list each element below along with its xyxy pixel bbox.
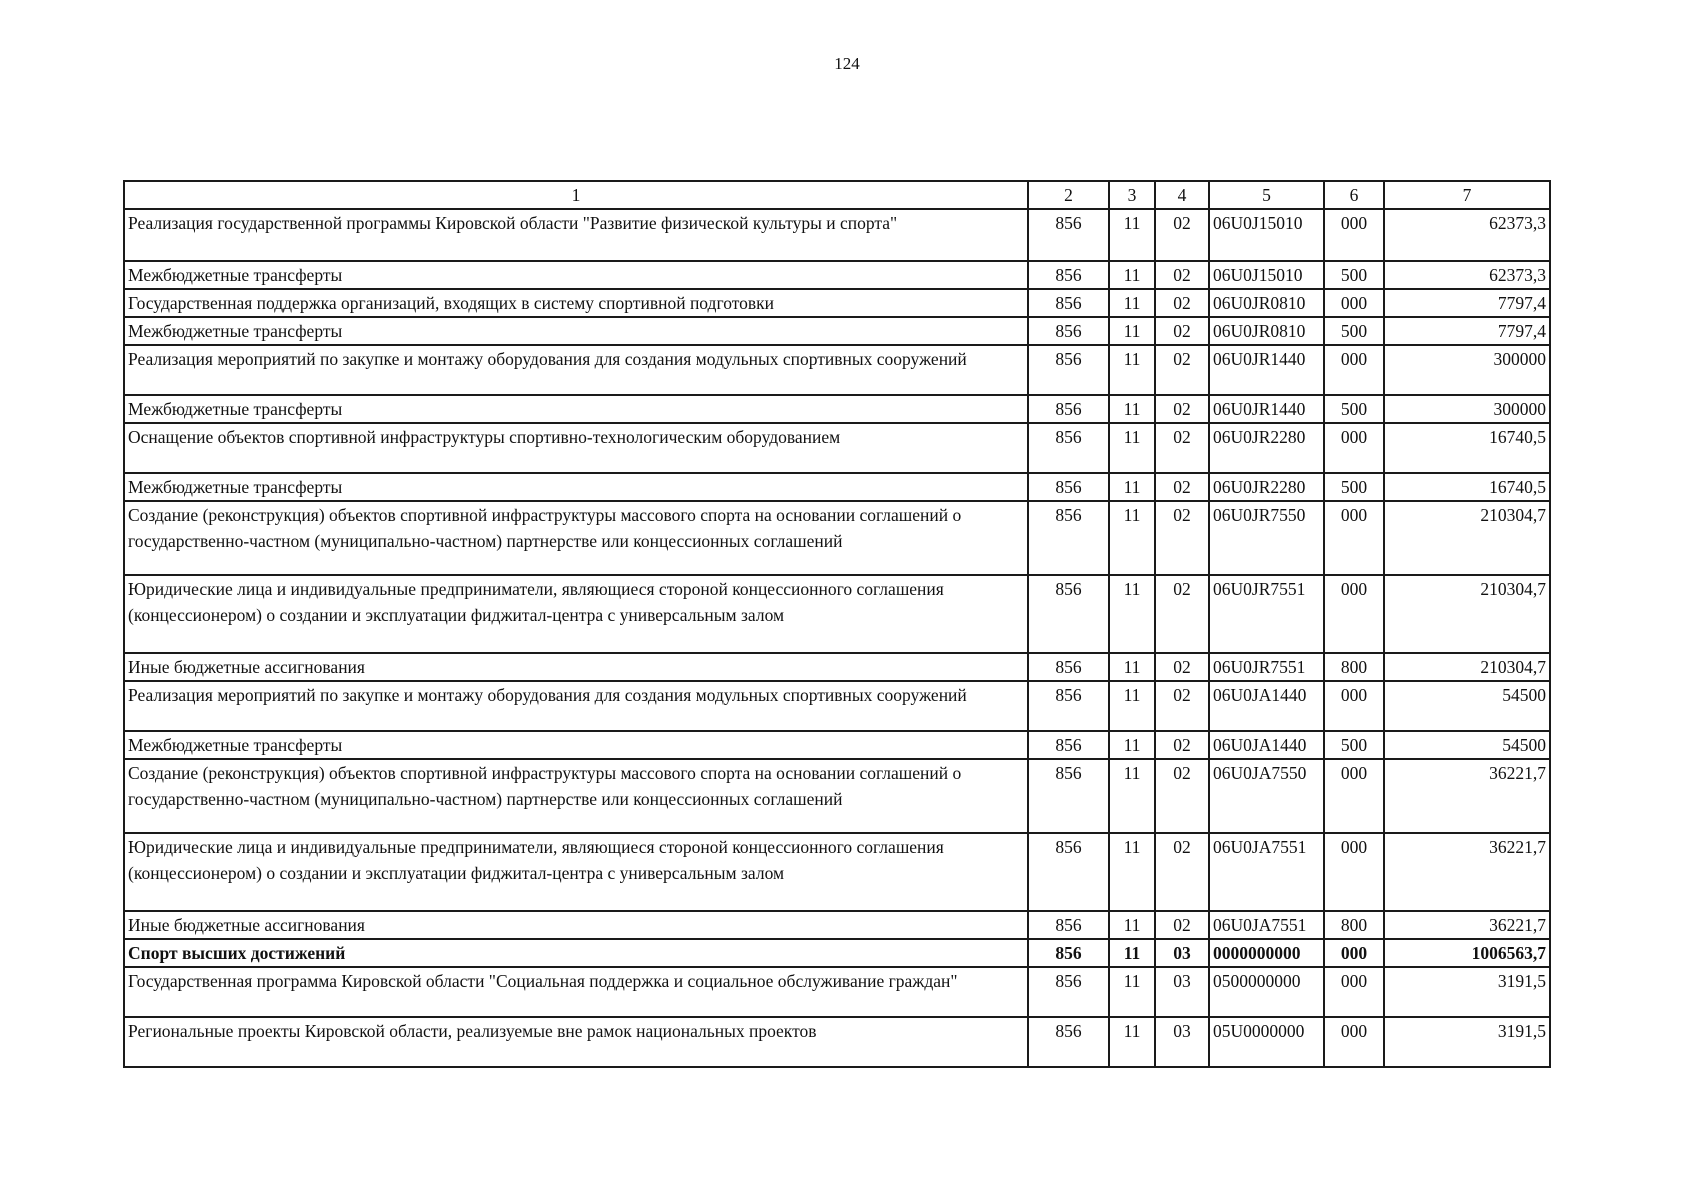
table-row (124, 653, 1550, 681)
row-col4: 03 (1155, 939, 1209, 967)
row-col7-sum: 1006563,7 (1384, 939, 1550, 967)
table-row (124, 423, 1550, 473)
row-col4: 02 (1155, 681, 1209, 731)
row-col7-sum: 36221,7 (1384, 759, 1550, 833)
row-col7-sum: 54500 (1384, 731, 1550, 759)
row-col5-code: 06U0J15010 (1209, 261, 1324, 289)
row-col7-sum: 300000 (1384, 345, 1550, 395)
row-name: Реализация государственной программы Кировской области "Развитие физической культуры и спорта" (124, 209, 1028, 261)
row-col3: 11 (1109, 261, 1155, 289)
row-col5-code: 06U0JA1440 (1209, 731, 1324, 759)
row-col5-code: 06U0JR0810 (1209, 317, 1324, 345)
table-row (124, 345, 1550, 395)
row-col4: 02 (1155, 575, 1209, 653)
row-col4: 02 (1155, 833, 1209, 911)
row-name: Реализация мероприятий по закупке и монтажу оборудования для создания модульных спортивных сооружений (124, 345, 1028, 395)
table-row (124, 681, 1550, 731)
row-col3: 11 (1109, 681, 1155, 731)
row-col7-sum: 36221,7 (1384, 911, 1550, 939)
row-col6: 500 (1324, 473, 1384, 501)
row-col7-sum: 62373,3 (1384, 261, 1550, 289)
row-col4: 03 (1155, 967, 1209, 1017)
header-row (124, 181, 1550, 209)
header-cell-1: 1 (124, 181, 1028, 209)
table-row (124, 911, 1550, 939)
row-col3: 11 (1109, 501, 1155, 575)
row-col4: 02 (1155, 731, 1209, 759)
row-col6: 000 (1324, 289, 1384, 317)
page-number: 124 (834, 54, 860, 73)
row-col2: 856 (1028, 345, 1109, 395)
row-col6: 000 (1324, 967, 1384, 1017)
row-col2: 856 (1028, 911, 1109, 939)
row-name: Иные бюджетные ассигнования (124, 911, 1028, 939)
row-col3: 11 (1109, 759, 1155, 833)
row-col7-sum: 62373,3 (1384, 209, 1550, 261)
table-row (124, 289, 1550, 317)
row-col2: 856 (1028, 575, 1109, 653)
row-col4: 02 (1155, 395, 1209, 423)
row-col4: 02 (1155, 473, 1209, 501)
row-name: Межбюджетные трансферты (124, 317, 1028, 345)
row-col7-sum: 3191,5 (1384, 967, 1550, 1017)
row-col4: 02 (1155, 423, 1209, 473)
row-col2: 856 (1028, 653, 1109, 681)
row-col2: 856 (1028, 209, 1109, 261)
row-col5-code: 0000000000 (1209, 939, 1324, 967)
row-col4: 03 (1155, 1017, 1209, 1067)
row-name: Юридические лица и индивидуальные предприниматели, являющиеся стороной концессионного соглашения (концессионером) о создании и эксплуатации фиджитал-центра с универсальным залом (124, 575, 1028, 653)
row-col2: 856 (1028, 289, 1109, 317)
table-row (124, 209, 1550, 261)
row-name: Создание (реконструкция) объектов спортивной инфраструктуры массового спорта на основании соглашений о государственно-частном (муниципально-частном) партнерстве или концессионных соглашений (124, 501, 1028, 575)
row-col4: 02 (1155, 317, 1209, 345)
row-col4: 02 (1155, 653, 1209, 681)
table-body (124, 181, 1550, 1067)
row-col3: 11 (1109, 423, 1155, 473)
row-col7-sum: 7797,4 (1384, 289, 1550, 317)
row-col4: 02 (1155, 289, 1209, 317)
row-name: Межбюджетные трансферты (124, 473, 1028, 501)
row-col2: 856 (1028, 473, 1109, 501)
row-col6: 500 (1324, 731, 1384, 759)
row-col5-code: 05U0000000 (1209, 1017, 1324, 1067)
row-col5-code: 06U0JA7551 (1209, 911, 1324, 939)
table-row (124, 395, 1550, 423)
row-col5-code: 06U0JR2280 (1209, 423, 1324, 473)
row-col7-sum: 300000 (1384, 395, 1550, 423)
row-col6: 800 (1324, 911, 1384, 939)
row-col2: 856 (1028, 731, 1109, 759)
row-col5-code: 06U0JA1440 (1209, 681, 1324, 731)
row-col3: 11 (1109, 653, 1155, 681)
table-row (124, 473, 1550, 501)
row-col5-code: 06U0JR1440 (1209, 395, 1324, 423)
row-col2: 856 (1028, 759, 1109, 833)
row-col5-code: 0500000000 (1209, 967, 1324, 1017)
row-col2: 856 (1028, 395, 1109, 423)
row-col2: 856 (1028, 501, 1109, 575)
header-cell-4: 4 (1155, 181, 1209, 209)
row-col6: 000 (1324, 575, 1384, 653)
row-col6: 000 (1324, 833, 1384, 911)
table-row (124, 1017, 1550, 1067)
row-col3: 11 (1109, 939, 1155, 967)
table-row (124, 317, 1550, 345)
row-col4: 02 (1155, 911, 1209, 939)
row-name: Государственная поддержка организаций, входящих в систему спортивной подготовки (124, 289, 1028, 317)
row-name: Иные бюджетные ассигнования (124, 653, 1028, 681)
row-col6: 500 (1324, 261, 1384, 289)
table-row (124, 731, 1550, 759)
table-row (124, 759, 1550, 833)
header-cell-6: 6 (1324, 181, 1384, 209)
row-col5-code: 06U0J15010 (1209, 209, 1324, 261)
table-row (124, 575, 1550, 653)
header-cell-5: 5 (1209, 181, 1324, 209)
row-col5-code: 06U0JR2280 (1209, 473, 1324, 501)
row-name: Межбюджетные трансферты (124, 395, 1028, 423)
row-col6: 000 (1324, 501, 1384, 575)
row-col4: 02 (1155, 261, 1209, 289)
header-cell-2: 2 (1028, 181, 1109, 209)
row-name: Спорт высших достижений (124, 939, 1028, 967)
row-col2: 856 (1028, 317, 1109, 345)
row-col6: 000 (1324, 1017, 1384, 1067)
row-col3: 11 (1109, 473, 1155, 501)
row-col7-sum: 210304,7 (1384, 575, 1550, 653)
row-name: Региональные проекты Кировской области, реализуемые вне рамок национальных проектов (124, 1017, 1028, 1067)
row-col3: 11 (1109, 967, 1155, 1017)
row-col3: 11 (1109, 1017, 1155, 1067)
row-col2: 856 (1028, 681, 1109, 731)
row-col5-code: 06U0JA7551 (1209, 833, 1324, 911)
row-col2: 856 (1028, 423, 1109, 473)
row-name: Государственная программа Кировской области "Социальная поддержка и социальное обслуживание граждан" (124, 967, 1028, 1017)
row-name: Межбюджетные трансферты (124, 731, 1028, 759)
row-col5-code: 06U0JR7551 (1209, 575, 1324, 653)
row-col6: 500 (1324, 317, 1384, 345)
table-row (124, 967, 1550, 1017)
row-col7-sum: 16740,5 (1384, 423, 1550, 473)
row-col3: 11 (1109, 833, 1155, 911)
row-col5-code: 06U0JR7550 (1209, 501, 1324, 575)
row-col6: 500 (1324, 395, 1384, 423)
row-col3: 11 (1109, 731, 1155, 759)
row-col2: 856 (1028, 833, 1109, 911)
row-col7-sum: 54500 (1384, 681, 1550, 731)
header-cell-3: 3 (1109, 181, 1155, 209)
row-col5-code: 06U0JA7550 (1209, 759, 1324, 833)
table-row (124, 501, 1550, 575)
row-col5-code: 06U0JR0810 (1209, 289, 1324, 317)
row-col4: 02 (1155, 759, 1209, 833)
row-col4: 02 (1155, 345, 1209, 395)
row-col5-code: 06U0JR7551 (1209, 653, 1324, 681)
row-col3: 11 (1109, 317, 1155, 345)
row-col5-code: 06U0JR1440 (1209, 345, 1324, 395)
row-col7-sum: 3191,5 (1384, 1017, 1550, 1067)
row-col7-sum: 7797,4 (1384, 317, 1550, 345)
table-row (124, 833, 1550, 911)
row-col6: 000 (1324, 759, 1384, 833)
row-col7-sum: 210304,7 (1384, 501, 1550, 575)
row-col2: 856 (1028, 967, 1109, 1017)
row-name: Юридические лица и индивидуальные предприниматели, являющиеся стороной концессионного соглашения (концессионером) о создании и эксплуатации фиджитал-центра с универсальным залом (124, 833, 1028, 911)
table-row (124, 261, 1550, 289)
row-col2: 856 (1028, 1017, 1109, 1067)
row-col6: 000 (1324, 345, 1384, 395)
row-col3: 11 (1109, 395, 1155, 423)
row-col2: 856 (1028, 939, 1109, 967)
header-cell-7: 7 (1384, 181, 1550, 209)
row-col4: 02 (1155, 501, 1209, 575)
row-col7-sum: 210304,7 (1384, 653, 1550, 681)
row-name: Межбюджетные трансферты (124, 261, 1028, 289)
table-row (124, 939, 1550, 967)
row-col2: 856 (1028, 261, 1109, 289)
row-col6: 000 (1324, 681, 1384, 731)
row-col4: 02 (1155, 209, 1209, 261)
row-name: Оснащение объектов спортивной инфраструктуры спортивно-технологическим оборудованием (124, 423, 1028, 473)
row-col7-sum: 16740,5 (1384, 473, 1550, 501)
row-col3: 11 (1109, 345, 1155, 395)
row-col6: 000 (1324, 939, 1384, 967)
row-col3: 11 (1109, 209, 1155, 261)
row-name: Создание (реконструкция) объектов спортивной инфраструктуры массового спорта на основании соглашений о государственно-частном (муниципально-частном) партнерстве или концессионных соглашений (124, 759, 1028, 833)
row-col7-sum: 36221,7 (1384, 833, 1550, 911)
row-col6: 800 (1324, 653, 1384, 681)
row-col6: 000 (1324, 209, 1384, 261)
row-name: Реализация мероприятий по закупке и монтажу оборудования для создания модульных спортивных сооружений (124, 681, 1028, 731)
row-col3: 11 (1109, 289, 1155, 317)
row-col3: 11 (1109, 575, 1155, 653)
row-col6: 000 (1324, 423, 1384, 473)
row-col3: 11 (1109, 911, 1155, 939)
budget-table (123, 180, 1551, 1068)
